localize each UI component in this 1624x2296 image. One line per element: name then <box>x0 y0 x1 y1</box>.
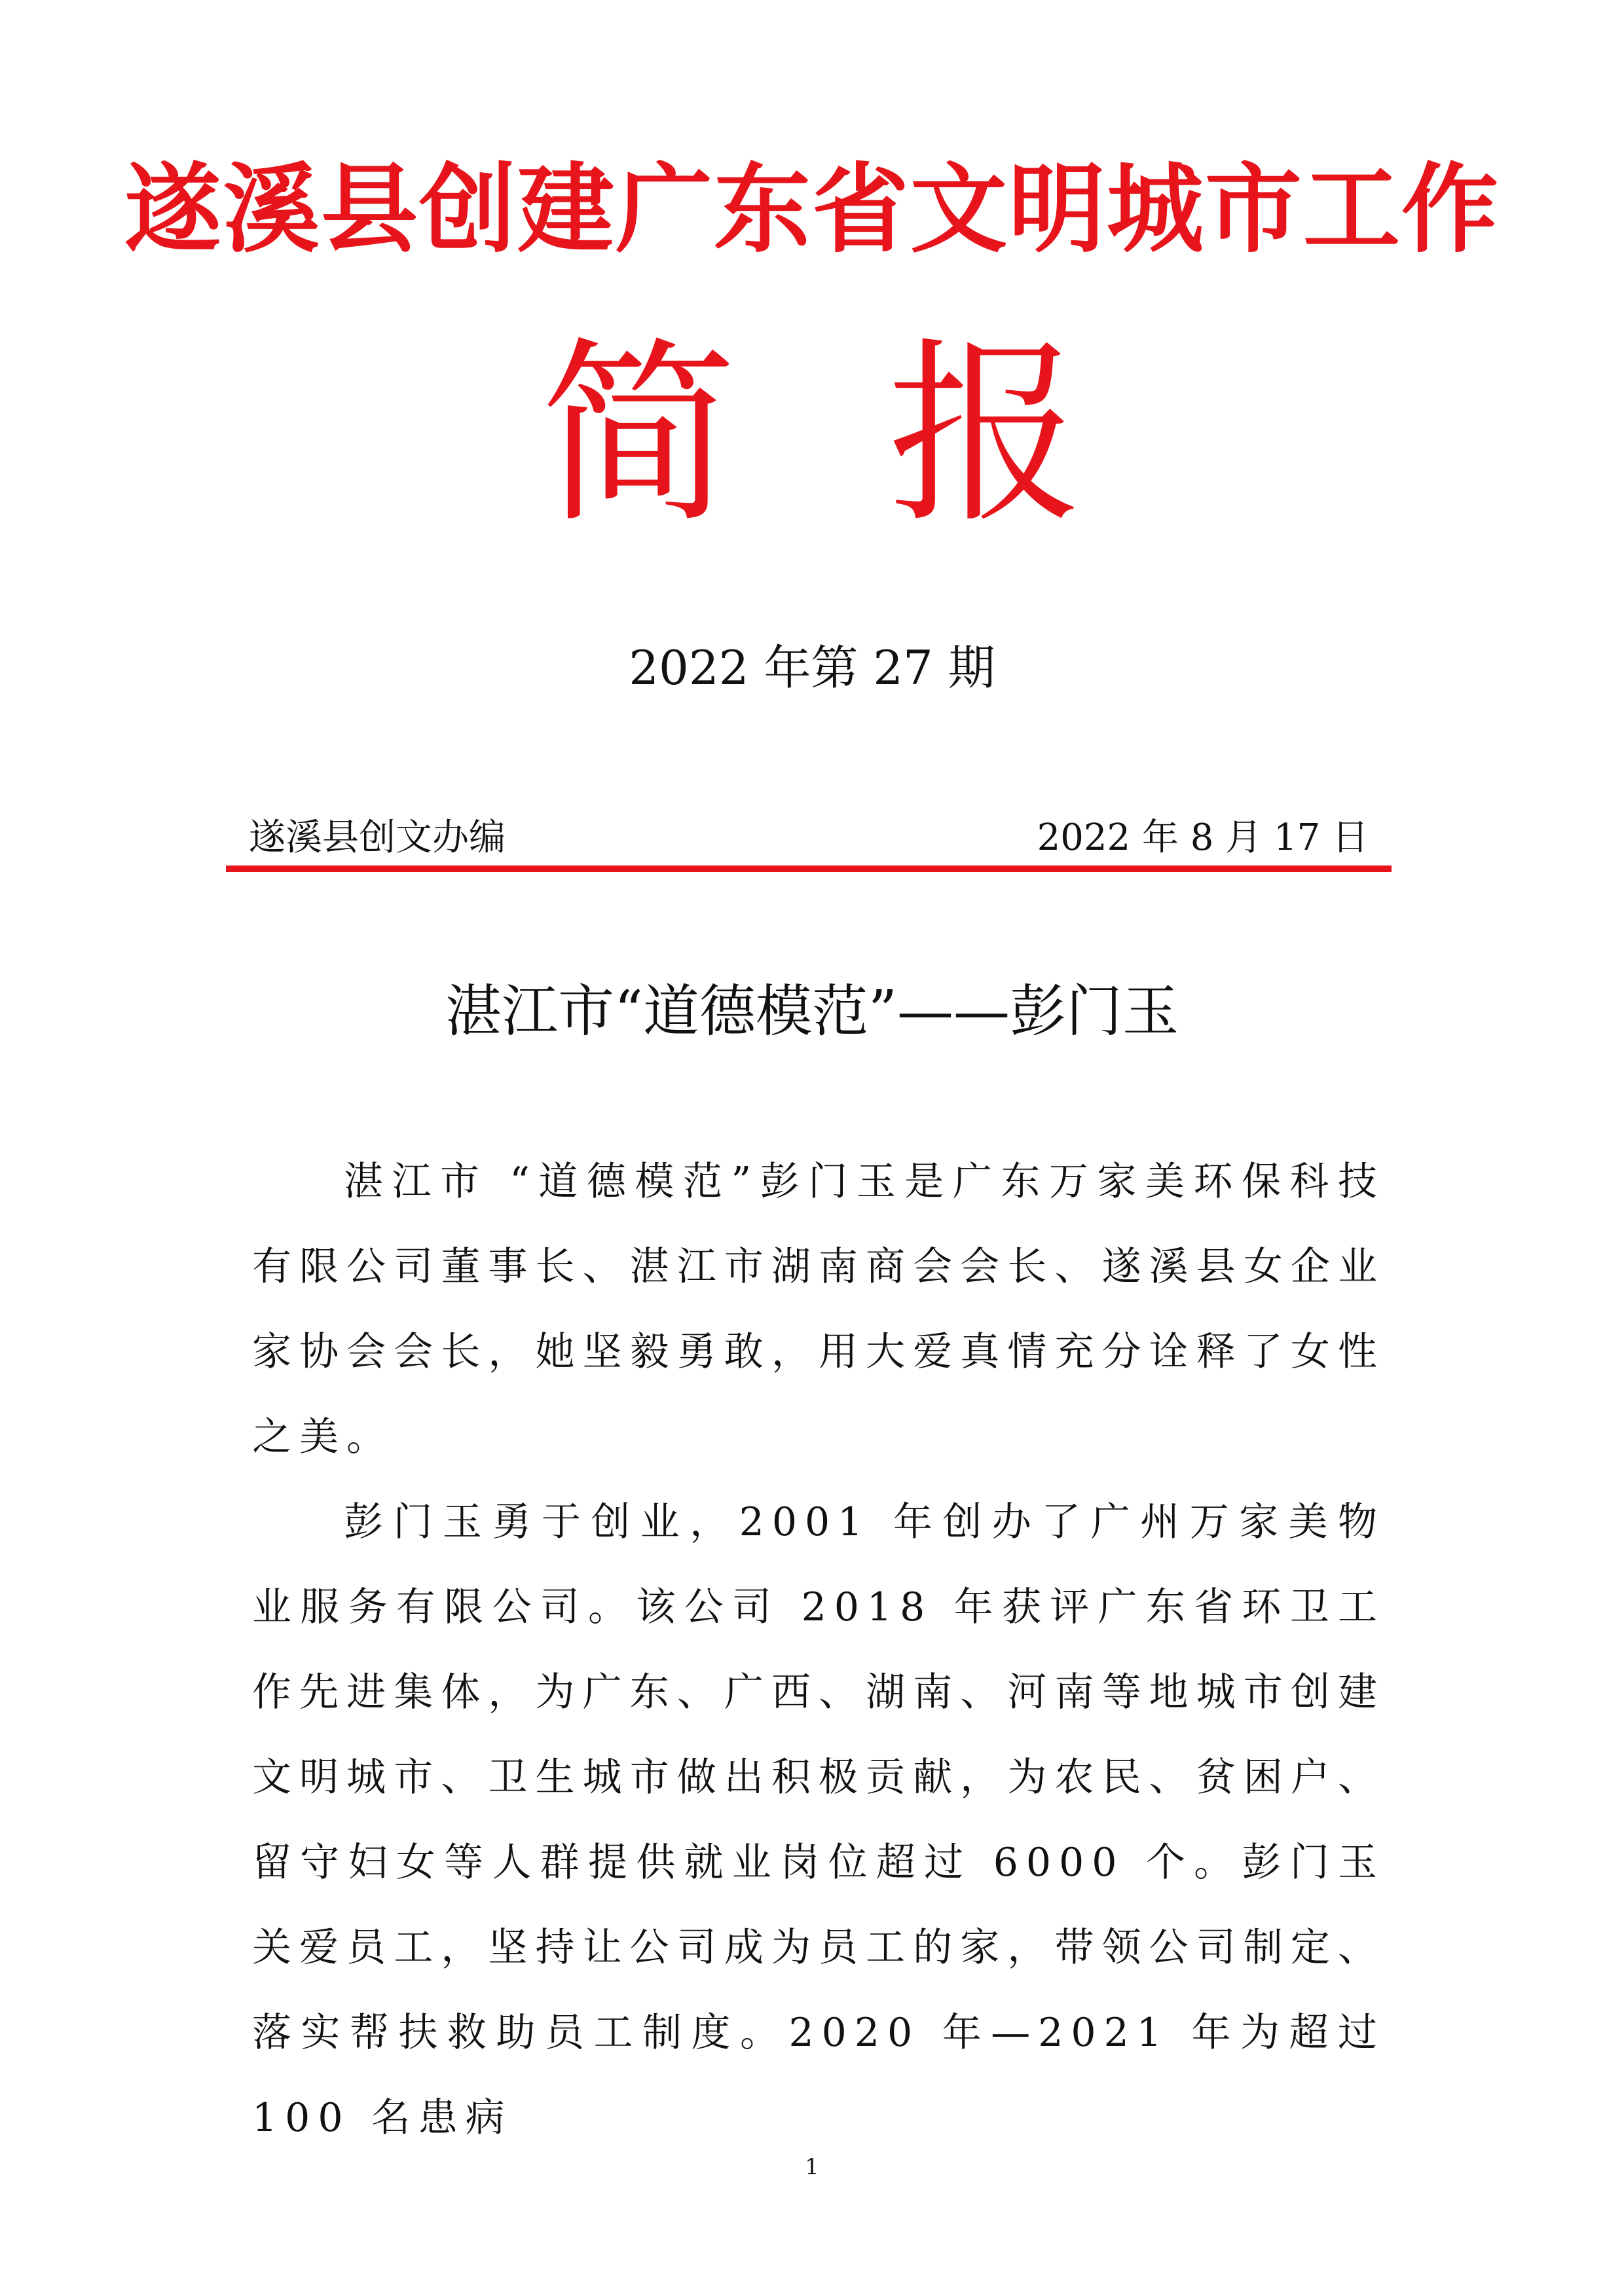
red-divider <box>226 866 1392 872</box>
masthead-subtitle <box>0 321 1624 549</box>
publish-date: 2022 年 8 月 17 日 <box>1037 816 1369 859</box>
masthead-title: 遂溪县创建广东省文明城市工作 <box>124 153 1500 266</box>
page-number: 1 <box>805 2154 819 2180</box>
body-paragraph: 湛江市 “道德模范”彭门玉是广东万家美环保科技有限公司董事长、湛江市湖南商会会长、遂溪县女企业家协会会长，她坚毅勇敢，用大爱真情充分诠释了女性之美。 <box>252 1159 1385 1460</box>
issue-number: 2022 年第 27 期 <box>629 640 995 695</box>
article-body <box>252 1139 1385 2160</box>
meta-row <box>249 812 1375 864</box>
article-headline: 湛江市“道德模范”——彭门玉 <box>445 979 1179 1044</box>
body-paragraph: 彭门玉勇于创业，2001 年创办了广州万家美物业服务有限公司。该公司 2018 年获评广东省环卫工作先进集体，为广东、广西、湖南、河南等地城市创建文明城市、卫生城市做出积极贡献，为农民、贫困户、留守妇女等人群提供就业岗位超过 6000 个。彭门玉关爱员工，坚持让公司成为员工的家，带领公司制定、落实帮扶救助员工制度。2020 年—2021 年为超过 100 名患病 <box>252 1499 1385 2141</box>
masthead-subtitle-left: 简 <box>540 321 737 549</box>
masthead-subtitle-right: 报 <box>887 321 1084 549</box>
editor-label: 遂溪县创文办编 <box>249 816 506 859</box>
